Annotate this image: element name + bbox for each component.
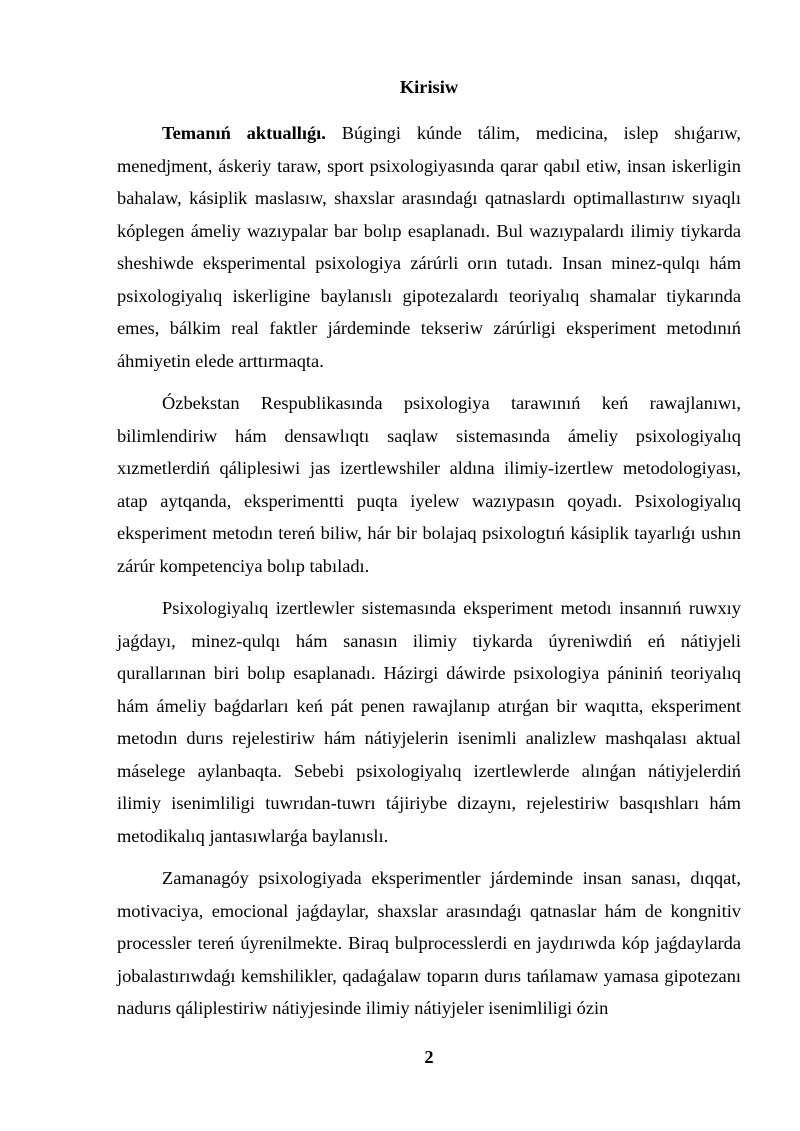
paragraph-4	[117, 862, 741, 1025]
paragraph-3	[117, 592, 741, 852]
document-body	[117, 117, 741, 1035]
page-number: 2	[424, 1047, 434, 1067]
paragraph-2-text: Ózbekstan Respublikasında psixologiya tarawınıń keń rawajlanıwı, bilimlendiriw hám densawlıqtı saqlaw sistemasında ámeliy psixologiyalıq xızmetlerdiń qáliplesiwi jas izertlewshiler aldına ilimiy-izertlew metodologiyası, atap aytqanda, eksperimentti puqta iyelew wazıypasın qoyadı. Psixologiyalıq eksperiment metodın tereń biliw, hár bir bolajaq psixologtıń kásiplik tayarlıǵı ushın zárúr kompetenciya bolıp tabıladı.	[117, 393, 741, 576]
paragraph-4-text: Zamanagóy psixologiyada eksperimentler járdeminde insan sanası, dıqqat, motivaciya, emocional jaǵdaylar, shaxslar arasındaǵı qatnaslar hám de kongnitiv processler tereń úyrenilmekte. Biraq bulprocesslerdi en jaydırıwda kóp jaǵdaylarda jobalastırıwdaǵı kemshilikler, qadaǵalaw toparın durıs tańlamaw yamasa gipotezanı nadurıs qáliplestiriw nátiyjesinde ilimiy nátiyjeler isenimliligi ózin	[117, 868, 741, 1018]
paragraph-3-text: Psixologiyalıq izertlewler sistemasında eksperiment metodı insannıń ruwxıy jaǵdayı, minez-qulqı hám sanasın ilimiy tiykarda úyreniwdiń eń nátiyjeli qurallarınan biri bolıp esaplanadı. Házirgi dáwirde psixologiya pániniń teoriyalıq hám ámeliy baǵdarları keń pát penen rawajlanıp atırǵan bir waqıtta, eksperiment metodın durıs rejelestiriw hám nátiyjelerin isenimli analizlew mashqalası aktual máselege aylanbaqta. Sebebi psixologiyalıq izertlewlerde alınǵan nátiyjelerdiń ilimiy isenimliligi tuwrıdan-tuwrı tájiriybe dizaynı, rejelestiriw basqıshları hám metodikalıq jantasıwlarǵa baylanıslı.	[117, 598, 741, 846]
paragraph-2	[117, 387, 741, 582]
paragraph-1	[117, 117, 741, 377]
paragraph-1-lead: Temanıń aktuallıǵı.	[162, 123, 326, 143]
page-title: Kirisiw	[399, 77, 459, 97]
paragraph-1-text: Búgingi kúnde tálim, medicina, islep shıǵarıw, menedjment, áskeriy taraw, sport psixologiyasında qarar qabıl etiw, insan iskerligin bahalaw, kásiplik maslasıw, shaxslar arasındaǵı qatnaslardı optimallastırıw sıyaqlı kóplegen ámeliy wazıypalar bar bolıp esaplanadı. Bul wazıypalardı ilimiy tiykarda sheshiwde eksperimental psixologiya zárúrli orın tutadı. Insan minez-qulqı hám psixologiyalıq iskerligine baylanıslı gipotezalardı teoriyalıq shamalar tiykarında emes, bálkim real faktler járdeminde tekseriw zárúrligi eksperiment metodınıń áhmiyetin elede arttırmaqta.	[117, 123, 741, 371]
